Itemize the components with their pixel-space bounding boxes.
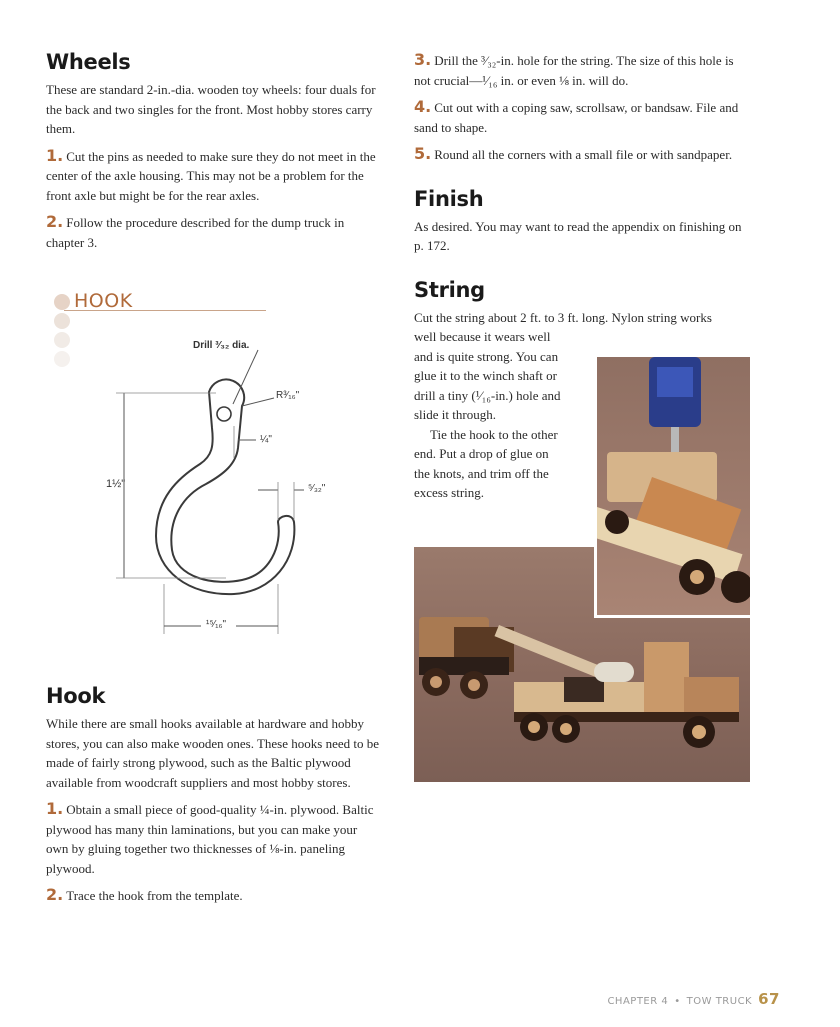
string-line: Cut the string about 2 ft. to 3 ft. long. Nylon string works <box>414 309 712 325</box>
hook-template-figure <box>46 288 376 648</box>
width-dimension: ¹⁵⁄₁₆" <box>206 619 227 630</box>
string-line: slide it through. <box>414 407 496 422</box>
chapter-label: CHAPTER 4 <box>607 996 669 1007</box>
step-text: Follow the procedure described for the dump truck in chapter 3. <box>46 215 345 250</box>
string-line: end. Put a drop of glue on <box>414 446 549 461</box>
step-number: 4. <box>414 97 432 116</box>
step-number: 1. <box>46 145 64 165</box>
string-heading: String <box>414 277 485 302</box>
hook-step-1 <box>46 799 381 878</box>
wheels-heading: Wheels <box>46 50 131 74</box>
finish-text: As desired. You may want to read the appendix on finishing on p. 172. <box>414 218 742 253</box>
step-text: Cut the pins as needed to make sure they do not meet in the center of the axle housing. This may not be a problem for the front axle but might be for the rear axles. <box>46 148 376 203</box>
section-label: TOW TRUCK <box>686 996 753 1007</box>
step-text: Obtain a small piece of good-quality ¼-in. plywood. Baltic plywood has many thin laminations, but you can make your own by gluing together two thicknesses of ⅛-in. paneling plywood. <box>46 802 374 876</box>
step-text: Round all the corners with a small file or with sandpaper. <box>434 147 733 162</box>
string-line: glue it to the winch shaft or <box>414 368 557 383</box>
string-line: Tie the hook to the other <box>430 426 558 442</box>
step-text: Trace the hook from the template. <box>66 888 243 903</box>
bullet-separator: • <box>674 996 681 1007</box>
left-column <box>46 50 381 259</box>
step-text: Drill the ³⁄₃₂-in. hole for the string. The size of this hole is not crucial—¹⁄₁₆ in. or even ⅛ in. will do. <box>414 53 734 88</box>
quarter-dimension: ¼" <box>260 434 272 445</box>
five-32-dimension: ⁵⁄₃₂" <box>308 483 326 494</box>
radius-dimension: R³⁄₁₆" <box>276 390 300 401</box>
wheels-intro: These are standard 2-in.-dia. wooden toy wheels: four duals for the back and two singles for the front. Most hobby stores carry them. <box>46 82 376 136</box>
step-4 <box>414 97 752 137</box>
hook-hole <box>217 407 231 421</box>
drilling-illustration <box>597 357 750 615</box>
hook-section <box>46 684 381 913</box>
drilling-photo <box>597 357 750 615</box>
step-number: 2. <box>46 212 64 231</box>
page-number: 67 <box>758 990 780 1008</box>
string-line: and is quite strong. You can <box>414 348 559 364</box>
wheels-step-2 <box>46 212 381 252</box>
step-3 <box>414 50 752 90</box>
height-dimension: 1½" <box>106 478 126 490</box>
hook-intro: While there are small hooks available at hardware and hobby stores, you can also make wooden ones. These hooks need to be made of fairly strong plywood, such as the Baltic plywood available from woodcraft suppliers and most hobby stores. <box>46 716 379 790</box>
finish-heading: Finish <box>414 186 484 211</box>
step-number: 1. <box>46 799 64 818</box>
page-footer <box>607 990 780 1008</box>
drill-note: Drill ³⁄₃₂ dia. <box>193 340 250 351</box>
step-number: 5. <box>414 144 432 163</box>
step-text: Cut out with a coping saw, scrollsaw, or bandsaw. File and sand to shape. <box>414 100 739 135</box>
template-label: HOOK <box>74 290 133 312</box>
hook-heading: Hook <box>46 684 106 708</box>
string-line: the knots, and trim off the <box>414 465 549 481</box>
step-number: 2. <box>46 885 64 904</box>
step-5 <box>414 144 752 165</box>
step-number: 3. <box>414 50 432 69</box>
string-line: drill a tiny (¹⁄₁₆-in.) hole and <box>414 387 561 403</box>
wheels-step-1 <box>46 146 381 206</box>
hook-step-2 <box>46 885 381 906</box>
string-line: excess string. <box>414 485 485 500</box>
string-line: well because it wears well <box>414 329 551 344</box>
